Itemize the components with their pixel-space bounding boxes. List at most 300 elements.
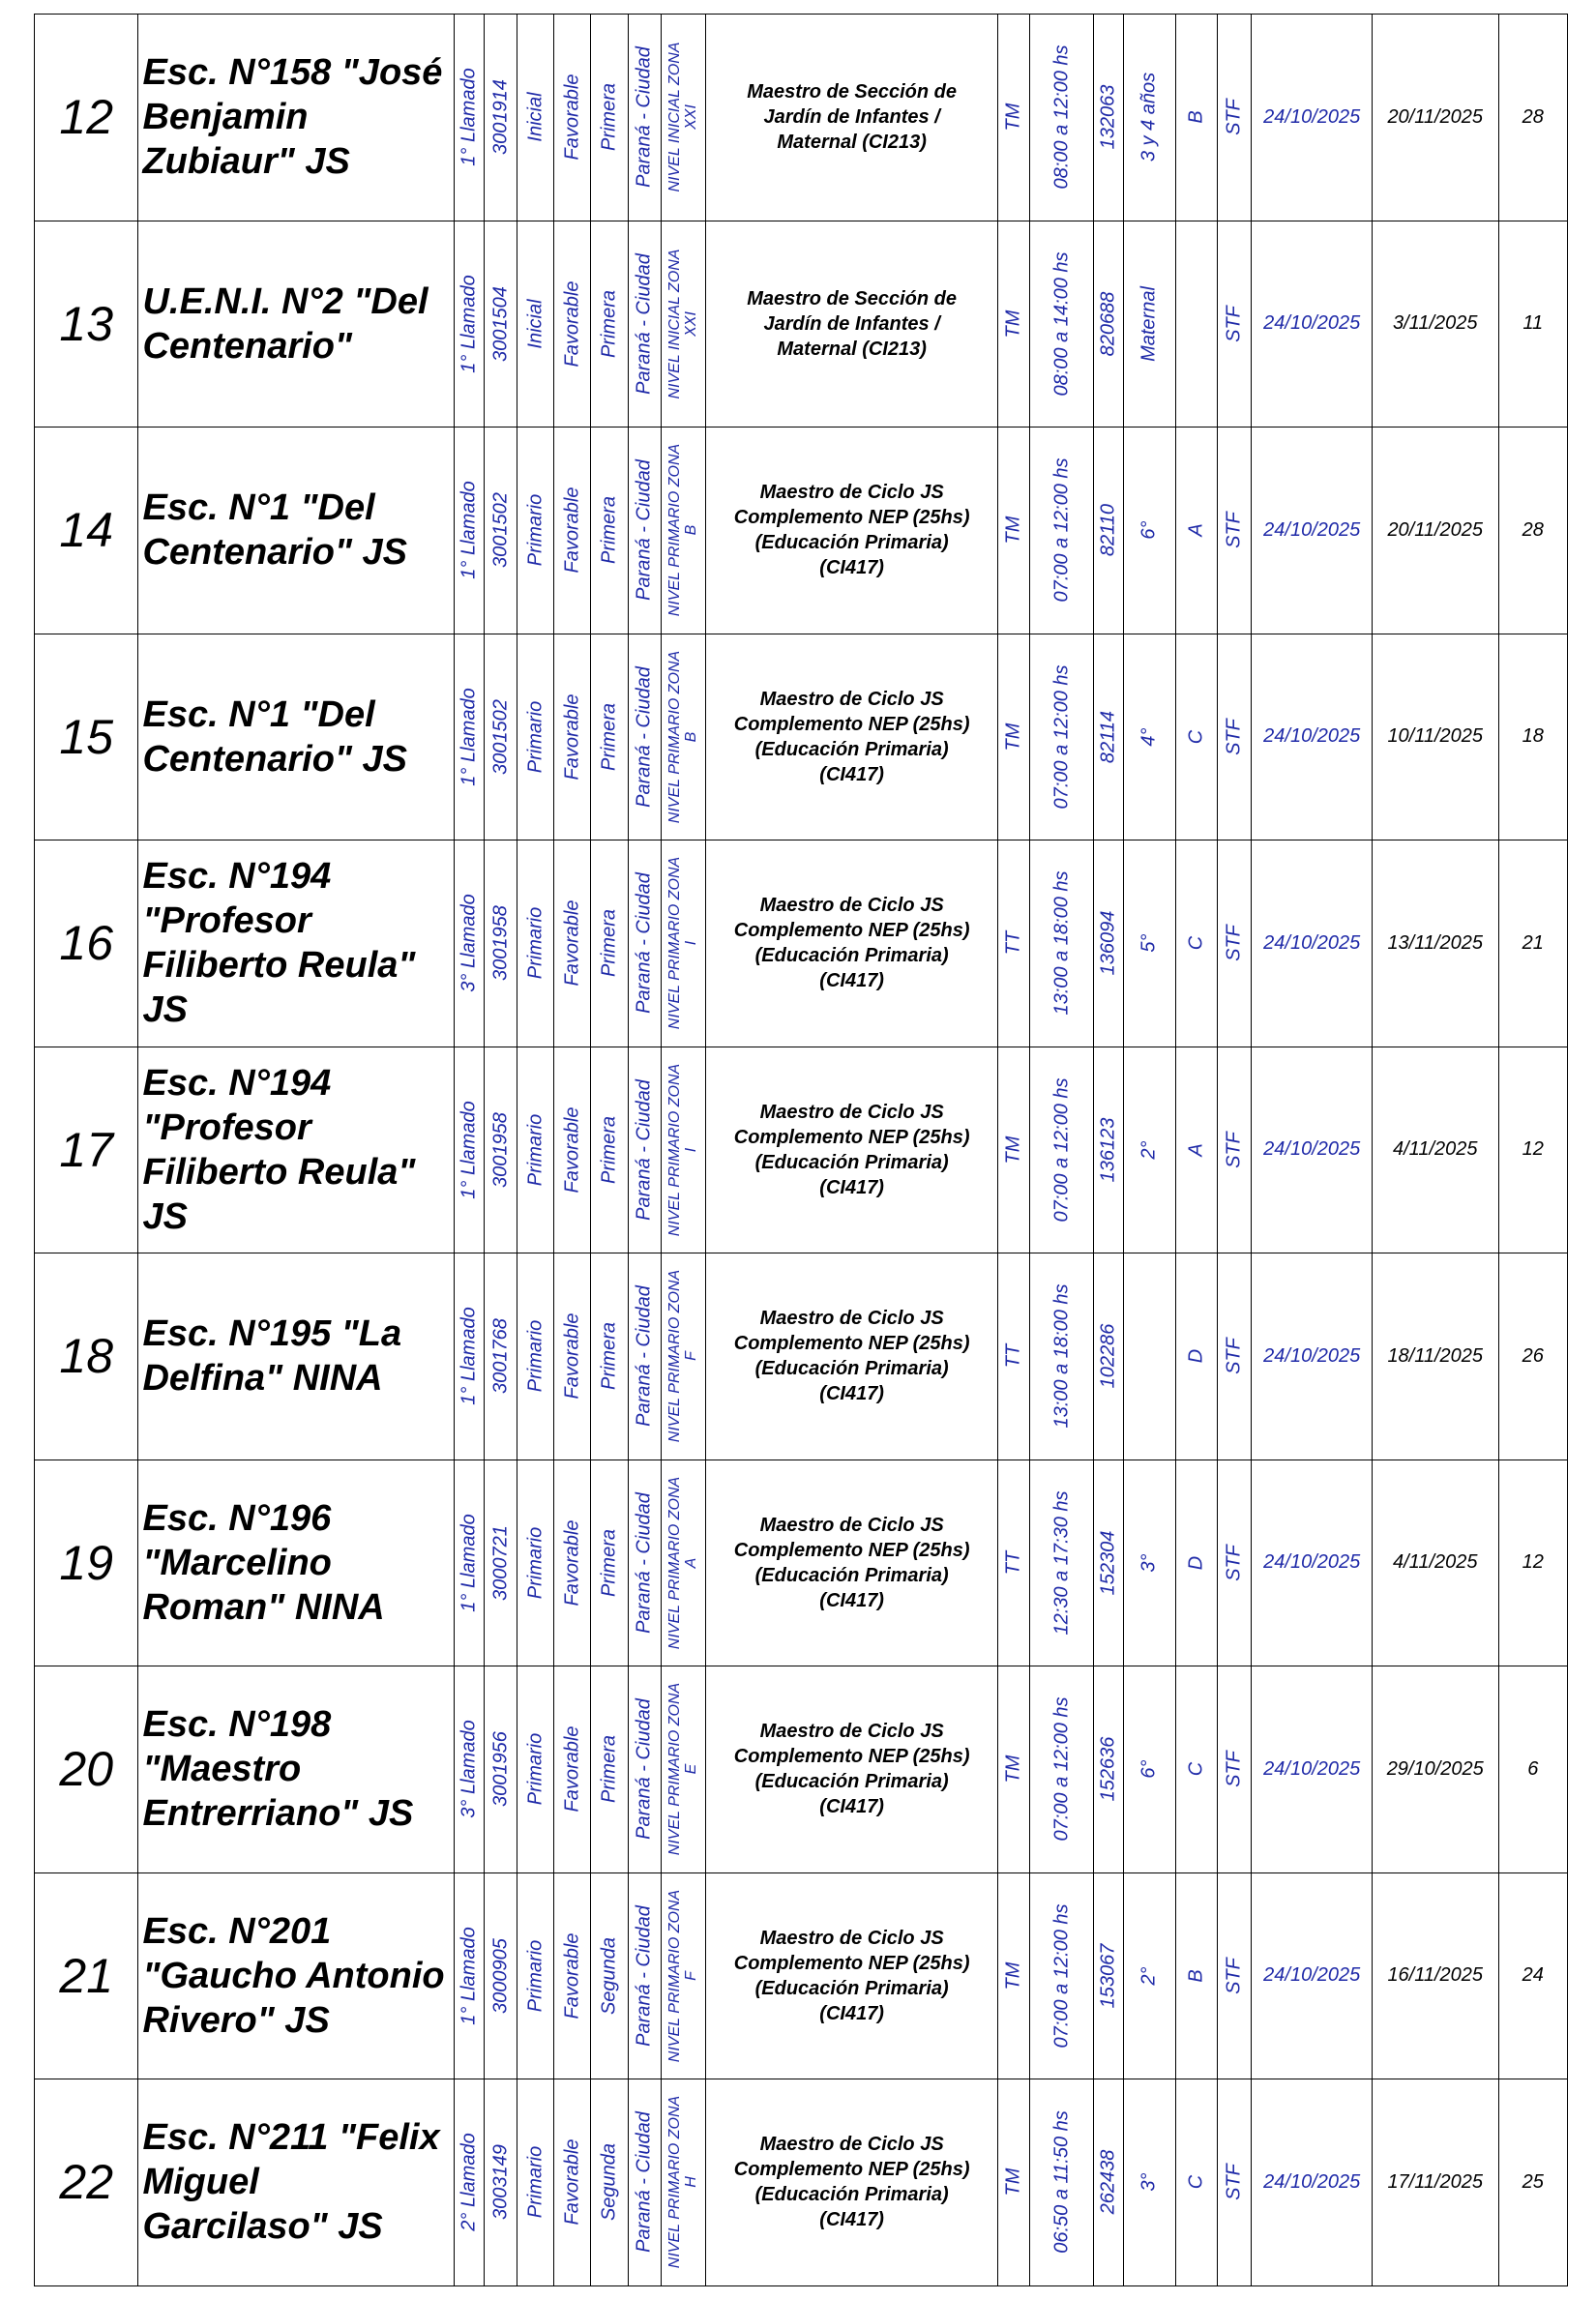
position-title: [705, 1872, 997, 2079]
zone: NIVEL PRIMARIO ZONA I: [666, 1063, 700, 1236]
position-title: [705, 2079, 997, 2286]
end-date: 20/11/2025: [1372, 15, 1498, 221]
table-row: [35, 1666, 1568, 1873]
favorable-cell: [554, 15, 591, 221]
grade-cell: [1123, 2079, 1175, 2286]
section-cell: [1176, 840, 1218, 1047]
code-cell: [1093, 2079, 1123, 2286]
level: Primario: [524, 2146, 547, 2219]
table-row: [35, 634, 1568, 840]
cue-cell: [485, 840, 517, 1047]
favorable: Favorable: [561, 1725, 583, 1813]
stf-cell: [1218, 2079, 1252, 2286]
category: Segunda: [598, 1936, 620, 2015]
code-cell: [1093, 634, 1123, 840]
section-cell: [1176, 15, 1218, 221]
locality-cell: [628, 2079, 661, 2286]
schedule: 07:00 a 12:00 hs: [1050, 1077, 1073, 1223]
category-cell: [591, 1666, 628, 1873]
school-name: Esc. N°195 "La Delfina" NINA: [138, 1253, 454, 1460]
favorable-cell: [554, 2079, 591, 2286]
vacancy-table-body: [35, 15, 1568, 2286]
call-cell: [454, 840, 484, 1047]
category: Primera: [598, 289, 620, 358]
locality: Paraná - Ciudad: [633, 1698, 655, 1841]
grade-cell: [1123, 221, 1175, 428]
table-row: [35, 15, 1568, 221]
stf-cell: [1218, 221, 1252, 428]
days-count: 12: [1498, 1047, 1567, 1253]
level: Primario: [524, 907, 547, 980]
section-cell: [1176, 634, 1218, 840]
category: Primera: [598, 702, 620, 771]
zone-cell: [661, 15, 705, 221]
position-title: [705, 1666, 997, 1873]
call-number: 1° Llamado: [458, 1927, 480, 2025]
start-date: 24/10/2025: [1252, 1460, 1373, 1666]
position-title-text: Maestro de Sección de Jardín de Infantes / Maternal (CI213): [747, 287, 958, 360]
favorable-cell: [554, 1460, 591, 1666]
position-title-text: Maestro de Ciclo JS Complemento NEP (25hs) (Educación Primaria) (CI417): [733, 482, 970, 579]
grade: 5°: [1138, 933, 1160, 953]
position-code: 152304: [1097, 1530, 1119, 1596]
level-cell: [517, 1047, 554, 1253]
cue-code: 3003149: [489, 2144, 512, 2221]
code-cell: [1093, 1460, 1123, 1666]
cue-code: 3001958: [489, 1111, 512, 1188]
grade-cell: [1123, 1047, 1175, 1253]
table-row: [35, 1253, 1568, 1460]
favorable: Favorable: [561, 1106, 583, 1194]
locality: Paraná - Ciudad: [633, 1904, 655, 2047]
zone-cell: [661, 1666, 705, 1873]
section: D: [1185, 1349, 1207, 1364]
position-title-text: Maestro de Sección de Jardín de Infantes / Maternal (CI213): [747, 81, 958, 154]
favorable-cell: [554, 1666, 591, 1873]
stf: STF: [1223, 1131, 1245, 1168]
school-name: Esc. N°158 "José Benjamin Zubiaur" JS: [138, 15, 454, 221]
zone: NIVEL INICIAL ZONA XXI: [666, 42, 700, 192]
days-count: 24: [1498, 1872, 1567, 2079]
end-date: 20/11/2025: [1372, 428, 1498, 634]
category: Primera: [598, 1322, 620, 1391]
shift-cell: [998, 634, 1030, 840]
section-cell: [1176, 1460, 1218, 1666]
grade: 6°: [1138, 520, 1160, 540]
level: Primario: [524, 494, 547, 567]
cue-code: 3001958: [489, 905, 512, 982]
schedule-cell: [1030, 1460, 1093, 1666]
level-cell: [517, 1872, 554, 2079]
shift: TM: [1002, 103, 1024, 132]
table-row: [35, 1872, 1568, 2079]
zone-cell: [661, 2079, 705, 2286]
locality-cell: [628, 840, 661, 1047]
days-count: 26: [1498, 1253, 1567, 1460]
shift: TM: [1002, 310, 1024, 339]
position-title-text: Maestro de Ciclo JS Complemento NEP (25hs) (Educación Primaria) (CI417): [733, 1101, 970, 1198]
school-name: Esc. N°211 "Felix Miguel Garcilaso" JS: [138, 2079, 454, 2286]
level-cell: [517, 428, 554, 634]
section-cell: [1176, 428, 1218, 634]
start-date: 24/10/2025: [1252, 1253, 1373, 1460]
shift: TT: [1002, 1550, 1024, 1575]
favorable-cell: [554, 1253, 591, 1460]
cue-cell: [485, 2079, 517, 2286]
category-cell: [591, 840, 628, 1047]
row-number: 13: [35, 221, 138, 428]
section: B: [1185, 110, 1207, 124]
section: A: [1185, 1143, 1207, 1157]
shift-cell: [998, 15, 1030, 221]
favorable: Favorable: [561, 487, 583, 574]
level: Primario: [524, 1733, 547, 1806]
call-number: 1° Llamado: [458, 1101, 480, 1199]
end-date: 16/11/2025: [1372, 1872, 1498, 2079]
code-cell: [1093, 1872, 1123, 2079]
stf: STF: [1223, 925, 1245, 962]
cue-cell: [485, 634, 517, 840]
days-count: 11: [1498, 221, 1567, 428]
schedule-cell: [1030, 1666, 1093, 1873]
level-cell: [517, 1666, 554, 1873]
cue-cell: [485, 1460, 517, 1666]
section: C: [1185, 936, 1207, 951]
section: C: [1185, 2175, 1207, 2190]
position-code: 152636: [1097, 1736, 1119, 1802]
cue-code: 3001502: [489, 492, 512, 569]
stf-cell: [1218, 840, 1252, 1047]
position-title: [705, 1253, 997, 1460]
section: A: [1185, 523, 1207, 537]
stf-cell: [1218, 1666, 1252, 1873]
position-title-text: Maestro de Ciclo JS Complemento NEP (25hs) (Educación Primaria) (CI417): [733, 1514, 970, 1611]
grade: 4°: [1138, 727, 1160, 747]
shift: TM: [1002, 722, 1024, 752]
cue-cell: [485, 1666, 517, 1873]
level: Primario: [524, 1939, 547, 2012]
cue-cell: [485, 1253, 517, 1460]
locality-cell: [628, 1047, 661, 1253]
favorable: Favorable: [561, 899, 583, 987]
grade: 3°: [1138, 2172, 1160, 2192]
schedule: 07:00 a 12:00 hs: [1050, 664, 1073, 810]
schedule: 13:00 a 18:00 hs: [1050, 1283, 1073, 1429]
stf-cell: [1218, 1047, 1252, 1253]
shift-cell: [998, 221, 1030, 428]
row-number: 17: [35, 1047, 138, 1253]
section-cell: [1176, 2079, 1218, 2286]
level-cell: [517, 1253, 554, 1460]
favorable: Favorable: [561, 74, 583, 161]
grade-cell: [1123, 15, 1175, 221]
cue-cell: [485, 428, 517, 634]
locality-cell: [628, 1460, 661, 1666]
call-cell: [454, 1666, 484, 1873]
row-number: 12: [35, 15, 138, 221]
grade: 2°: [1138, 1966, 1160, 1986]
code-cell: [1093, 221, 1123, 428]
cue-code: 3001504: [489, 285, 512, 362]
row-number: 20: [35, 1666, 138, 1873]
category: Primera: [598, 1528, 620, 1597]
favorable-cell: [554, 221, 591, 428]
section: B: [1185, 1969, 1207, 1983]
table-row: [35, 1047, 1568, 1253]
stf: STF: [1223, 99, 1245, 136]
cue-code: 3001914: [489, 79, 512, 156]
days-count: 25: [1498, 2079, 1567, 2286]
call-cell: [454, 634, 484, 840]
call-number: 1° Llamado: [458, 688, 480, 786]
zone-cell: [661, 634, 705, 840]
schedule: 12:30 a 17:30 hs: [1050, 1490, 1073, 1636]
vacancy-table: [34, 14, 1568, 2286]
grade-cell: [1123, 1460, 1175, 1666]
shift-cell: [998, 840, 1030, 1047]
start-date: 24/10/2025: [1252, 840, 1373, 1047]
start-date: 24/10/2025: [1252, 634, 1373, 840]
code-cell: [1093, 428, 1123, 634]
call-cell: [454, 221, 484, 428]
locality: Paraná - Ciudad: [633, 1078, 655, 1221]
cue-code: 3001768: [489, 1318, 512, 1395]
start-date: 24/10/2025: [1252, 1047, 1373, 1253]
schedule-cell: [1030, 2079, 1093, 2286]
grade: 3 y 4 años: [1138, 73, 1160, 162]
days-count: 6: [1498, 1666, 1567, 1873]
section: C: [1185, 729, 1207, 744]
category-cell: [591, 1460, 628, 1666]
shift-cell: [998, 1872, 1030, 2079]
stf: STF: [1223, 1338, 1245, 1375]
section-cell: [1176, 1047, 1218, 1253]
zone: NIVEL PRIMARIO ZONA B: [666, 650, 700, 823]
school-name: Esc. N°194 "Profesor Filiberto Reula" JS: [138, 840, 454, 1047]
start-date: 24/10/2025: [1252, 2079, 1373, 2286]
position-code: 132063: [1097, 84, 1119, 150]
grade: 6°: [1138, 1759, 1160, 1779]
favorable: Favorable: [561, 693, 583, 781]
school-name: Esc. N°1 "Del Centenario" JS: [138, 634, 454, 840]
days-count: 12: [1498, 1460, 1567, 1666]
position-code: 136123: [1097, 1117, 1119, 1183]
school-name: Esc. N°198 "Maestro Entrerriano" JS: [138, 1666, 454, 1873]
stf: STF: [1223, 1957, 1245, 1994]
position-code: 153067: [1097, 1943, 1119, 2009]
table-row: [35, 221, 1568, 428]
call-cell: [454, 15, 484, 221]
category-cell: [591, 2079, 628, 2286]
end-date: 4/11/2025: [1372, 1460, 1498, 1666]
shift: TM: [1002, 1135, 1024, 1165]
category-cell: [591, 15, 628, 221]
days-count: 21: [1498, 840, 1567, 1047]
category-cell: [591, 1872, 628, 2079]
stf: STF: [1223, 1544, 1245, 1581]
schedule: 13:00 a 18:00 hs: [1050, 870, 1073, 1016]
schedule-cell: [1030, 428, 1093, 634]
cue-cell: [485, 221, 517, 428]
school-name: U.E.N.I. N°2 "Del Centenario": [138, 221, 454, 428]
position-title: [705, 1047, 997, 1253]
category: Primera: [598, 496, 620, 565]
end-date: 18/11/2025: [1372, 1253, 1498, 1460]
level-cell: [517, 1460, 554, 1666]
call-cell: [454, 428, 484, 634]
code-cell: [1093, 1047, 1123, 1253]
school-name: Esc. N°196 "Marcelino Roman" NINA: [138, 1460, 454, 1666]
position-code: 136094: [1097, 910, 1119, 976]
grade: 3°: [1138, 1553, 1160, 1573]
shift: TM: [1002, 516, 1024, 545]
cue-code: 3000721: [489, 1524, 512, 1601]
table-row: [35, 840, 1568, 1047]
position-title-text: Maestro de Ciclo JS Complemento NEP (25hs) (Educación Primaria) (CI417): [733, 895, 970, 992]
grade-cell: [1123, 634, 1175, 840]
schedule: 07:00 a 12:00 hs: [1050, 457, 1073, 603]
schedule: 06:50 a 11:50 hs: [1050, 2110, 1073, 2255]
locality-cell: [628, 1253, 661, 1460]
zone: NIVEL PRIMARIO ZONA F: [666, 1270, 700, 1443]
zone: NIVEL PRIMARIO ZONA A: [666, 1476, 700, 1649]
call-cell: [454, 1047, 484, 1253]
row-number: 15: [35, 634, 138, 840]
code-cell: [1093, 15, 1123, 221]
days-count: 28: [1498, 428, 1567, 634]
shift-cell: [998, 1253, 1030, 1460]
zone-cell: [661, 1460, 705, 1666]
category-cell: [591, 221, 628, 428]
cue-code: 3000905: [489, 1937, 512, 2014]
shift: TT: [1002, 931, 1024, 956]
favorable-cell: [554, 1047, 591, 1253]
schedule: 08:00 a 14:00 hs: [1050, 251, 1073, 397]
call-number: 1° Llamado: [458, 1514, 480, 1612]
end-date: 4/11/2025: [1372, 1047, 1498, 1253]
schedule-cell: [1030, 1047, 1093, 1253]
zone: NIVEL PRIMARIO ZONA I: [666, 857, 700, 1030]
call-number: 3° Llamado: [458, 894, 480, 992]
cue-cell: [485, 15, 517, 221]
locality: Paraná - Ciudad: [633, 2111, 655, 2254]
favorable-cell: [554, 634, 591, 840]
position-title-text: Maestro de Ciclo JS Complemento NEP (25hs) (Educación Primaria) (CI417): [733, 1927, 970, 2024]
stf-cell: [1218, 1460, 1252, 1666]
position-title: [705, 1460, 997, 1666]
start-date: 24/10/2025: [1252, 15, 1373, 221]
level: Inicial: [524, 92, 547, 142]
cue-code: 3001502: [489, 698, 512, 775]
shift-cell: [998, 1666, 1030, 1873]
favorable: Favorable: [561, 1932, 583, 2020]
locality-cell: [628, 634, 661, 840]
zone-cell: [661, 1253, 705, 1460]
section-cell: [1176, 1872, 1218, 2079]
favorable: Favorable: [561, 280, 583, 368]
shift: TM: [1002, 1754, 1024, 1784]
category-cell: [591, 428, 628, 634]
call-number: 1° Llamado: [458, 275, 480, 373]
section-cell: [1176, 1666, 1218, 1873]
position-title-text: Maestro de Ciclo JS Complemento NEP (25hs) (Educación Primaria) (CI417): [733, 688, 970, 785]
position-code: 820688: [1097, 291, 1119, 357]
shift-cell: [998, 2079, 1030, 2286]
schedule: 07:00 a 12:00 hs: [1050, 1903, 1073, 2049]
stf: STF: [1223, 512, 1245, 549]
start-date: 24/10/2025: [1252, 428, 1373, 634]
position-title: [705, 634, 997, 840]
grade-cell: [1123, 1666, 1175, 1873]
days-count: 18: [1498, 634, 1567, 840]
locality: Paraná - Ciudad: [633, 1285, 655, 1428]
locality: Paraná - Ciudad: [633, 459, 655, 602]
position-code: 82114: [1097, 710, 1119, 763]
position-code: 82110: [1097, 504, 1119, 557]
shift-cell: [998, 1047, 1030, 1253]
locality-cell: [628, 1872, 661, 2079]
call-cell: [454, 1253, 484, 1460]
zone: NIVEL PRIMARIO ZONA F: [666, 1889, 700, 2062]
schedule-cell: [1030, 634, 1093, 840]
grade-cell: [1123, 840, 1175, 1047]
schedule: 08:00 a 12:00 hs: [1050, 44, 1073, 190]
level: Primario: [524, 1526, 547, 1599]
position-code: 102286: [1097, 1323, 1119, 1389]
level-cell: [517, 634, 554, 840]
end-date: 10/11/2025: [1372, 634, 1498, 840]
favorable-cell: [554, 428, 591, 634]
stf-cell: [1218, 1253, 1252, 1460]
locality-cell: [628, 15, 661, 221]
shift-cell: [998, 1460, 1030, 1666]
cue-code: 3001956: [489, 1731, 512, 1808]
grade: Maternal: [1138, 285, 1160, 362]
section-cell: [1176, 221, 1218, 428]
start-date: 24/10/2025: [1252, 221, 1373, 428]
level-cell: [517, 840, 554, 1047]
stf: STF: [1223, 1751, 1245, 1788]
level: Inicial: [524, 299, 547, 349]
zone: NIVEL PRIMARIO ZONA H: [666, 2096, 700, 2269]
category: Primera: [598, 1115, 620, 1184]
grade-cell: [1123, 1253, 1175, 1460]
call-cell: [454, 2079, 484, 2286]
code-cell: [1093, 840, 1123, 1047]
schedule: 07:00 a 12:00 hs: [1050, 1696, 1073, 1842]
row-number: 16: [35, 840, 138, 1047]
stf: STF: [1223, 718, 1245, 755]
shift: TM: [1002, 1961, 1024, 1990]
locality: Paraná - Ciudad: [633, 252, 655, 395]
shift: TM: [1002, 2167, 1024, 2197]
schedule-cell: [1030, 15, 1093, 221]
position-title-text: Maestro de Ciclo JS Complemento NEP (25hs) (Educación Primaria) (CI417): [733, 1721, 970, 1818]
position-title: [705, 221, 997, 428]
locality-cell: [628, 221, 661, 428]
section: C: [1185, 1762, 1207, 1777]
row-number: 21: [35, 1872, 138, 2079]
locality: Paraná - Ciudad: [633, 872, 655, 1015]
category: Primera: [598, 1735, 620, 1804]
stf-cell: [1218, 428, 1252, 634]
zone: NIVEL PRIMARIO ZONA B: [666, 444, 700, 617]
favorable: Favorable: [561, 1312, 583, 1400]
call-number: 2° Llamado: [458, 2133, 480, 2231]
locality: Paraná - Ciudad: [633, 46, 655, 189]
stf-cell: [1218, 15, 1252, 221]
zone: NIVEL INICIAL ZONA XXI: [666, 249, 700, 399]
